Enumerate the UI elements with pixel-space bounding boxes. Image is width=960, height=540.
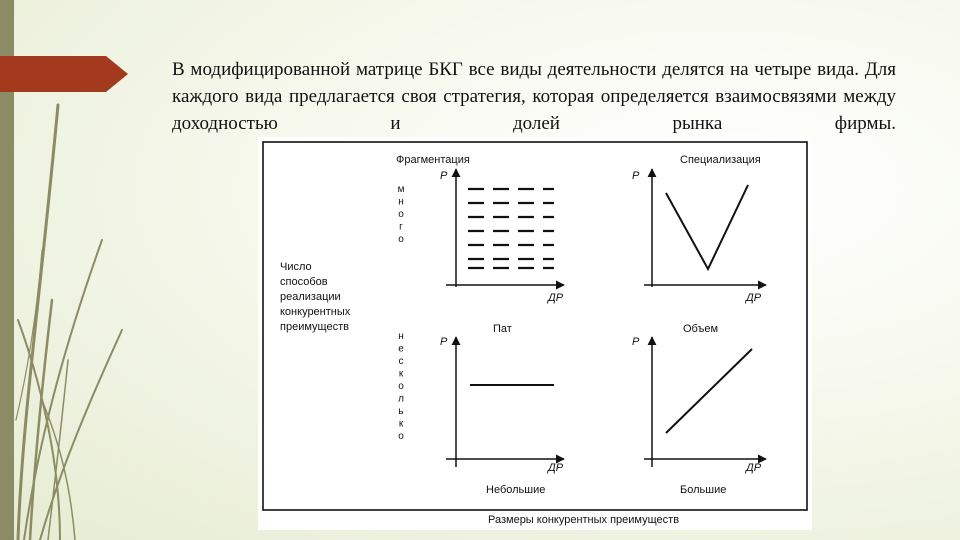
y-level-top-label: м н о г о	[397, 184, 405, 245]
quadrant-title: Пат	[493, 323, 512, 335]
rising-curve	[666, 349, 752, 433]
quadrant-title: Объем	[683, 323, 719, 335]
quadrant-specialization	[632, 154, 766, 304]
x-axis-label: ДР	[746, 462, 762, 474]
x-axis-label: ДР	[746, 292, 762, 304]
quadrant-fragmentation	[396, 154, 564, 304]
x-level-right-label: Большие	[680, 484, 727, 496]
y-axis-title: Число способов реализации конкурентных преимуществ	[280, 261, 351, 333]
x-level-left-label: Небольшие	[486, 484, 546, 496]
y-axis-label: P	[440, 336, 448, 348]
y-level-bottom-label: н е с к о л ь к о	[398, 331, 404, 442]
quadrant-title: Фрагментация	[396, 154, 470, 166]
quadrant-stalemate	[440, 323, 564, 474]
v-curve	[666, 185, 748, 269]
x-axis-label: ДР	[548, 292, 564, 304]
y-axis-label: P	[632, 170, 640, 182]
bcg-matrix-diagram	[258, 137, 812, 530]
x-axis-title: Размеры конкурентных преимуществ	[488, 514, 680, 526]
slide-body-text: В модифицированной матрице БКГ все виды деятельности делятся на четыре вида. Для каждого вида предлагается своя стратегия, которая определяется взаимосвязями между доходностью и долей рынка фирмы.	[172, 59, 896, 134]
y-axis-label: P	[632, 336, 640, 348]
dashed-lines	[468, 189, 554, 268]
quadrant-volume	[632, 323, 766, 474]
x-axis-label: ДР	[548, 462, 564, 474]
quadrant-title: Специализация	[680, 154, 761, 166]
y-axis-label: P	[440, 170, 448, 182]
slide-marker-arrow	[0, 56, 128, 92]
